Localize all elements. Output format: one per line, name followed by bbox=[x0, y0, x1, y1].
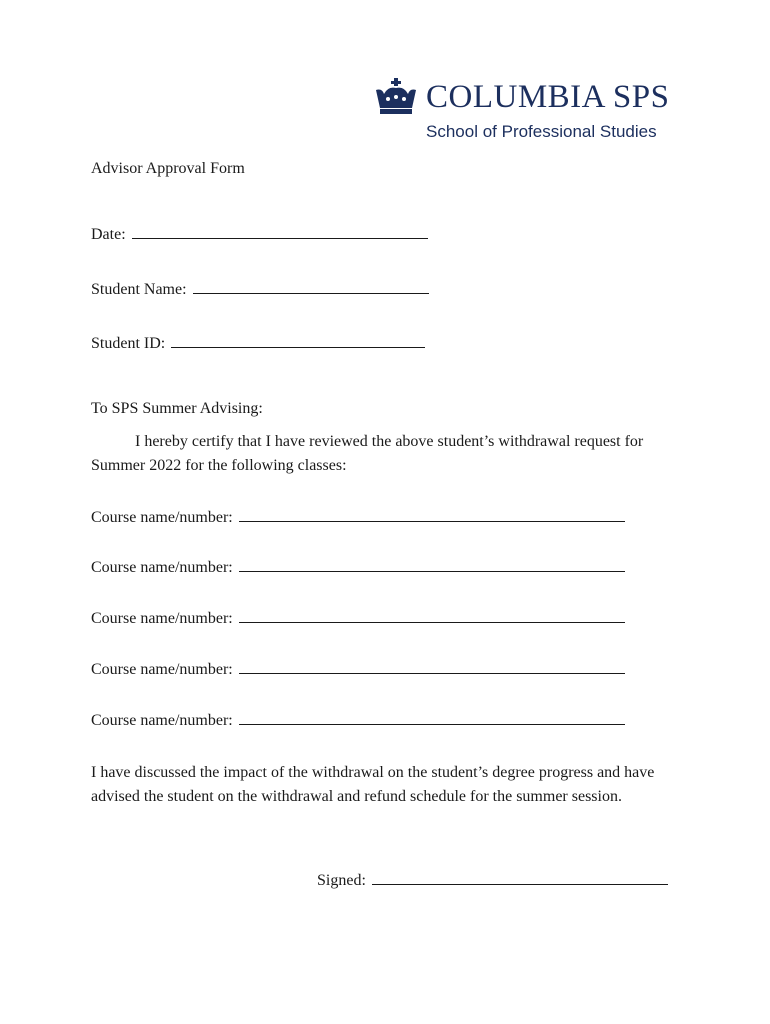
course-field-3 bbox=[91, 608, 625, 630]
crown-icon bbox=[374, 78, 418, 116]
course-label: Course name/number: bbox=[91, 661, 233, 678]
closing-paragraph: I have discussed the impact of the withdrawal on the student’s degree progress and have advised the student on the withdrawal and refund schedule for the summer session. bbox=[91, 764, 655, 805]
student-id-field bbox=[91, 333, 425, 355]
student-name-input-line[interactable] bbox=[193, 279, 429, 294]
form-title: Advisor Approval Form bbox=[91, 160, 245, 177]
course-field-4 bbox=[91, 659, 625, 681]
course-label: Course name/number: bbox=[91, 509, 233, 526]
course-label: Course name/number: bbox=[91, 610, 233, 627]
course-field-1 bbox=[91, 507, 625, 529]
logo-name: COLUMBIA SPS bbox=[426, 79, 670, 115]
course-label: Course name/number: bbox=[91, 712, 233, 729]
logo-subtitle: School of Professional Studies bbox=[426, 122, 657, 141]
signed-label: Signed: bbox=[317, 872, 366, 889]
certify-paragraph: I hereby certify that I have reviewed the above student’s withdrawal request for Summer 2022 for the following classes: bbox=[91, 433, 644, 474]
columbia-sps-logo bbox=[374, 76, 670, 148]
student-name-label: Student Name: bbox=[91, 281, 187, 298]
course-input-line[interactable] bbox=[239, 710, 625, 725]
signature-input-line[interactable] bbox=[372, 870, 668, 885]
course-label: Course name/number: bbox=[91, 559, 233, 576]
signed-field bbox=[317, 870, 668, 892]
course-input-line[interactable] bbox=[239, 507, 625, 522]
salutation: To SPS Summer Advising: bbox=[91, 400, 263, 417]
student-id-input-line[interactable] bbox=[171, 333, 425, 348]
course-input-line[interactable] bbox=[239, 608, 625, 623]
date-input-line[interactable] bbox=[132, 224, 428, 239]
date-field bbox=[91, 224, 428, 246]
course-field-5 bbox=[91, 710, 625, 732]
date-label: Date: bbox=[91, 226, 126, 243]
course-input-line[interactable] bbox=[239, 557, 625, 572]
course-field-2 bbox=[91, 557, 625, 579]
student-name-field bbox=[91, 279, 429, 301]
course-input-line[interactable] bbox=[239, 659, 625, 674]
student-id-label: Student ID: bbox=[91, 335, 166, 352]
